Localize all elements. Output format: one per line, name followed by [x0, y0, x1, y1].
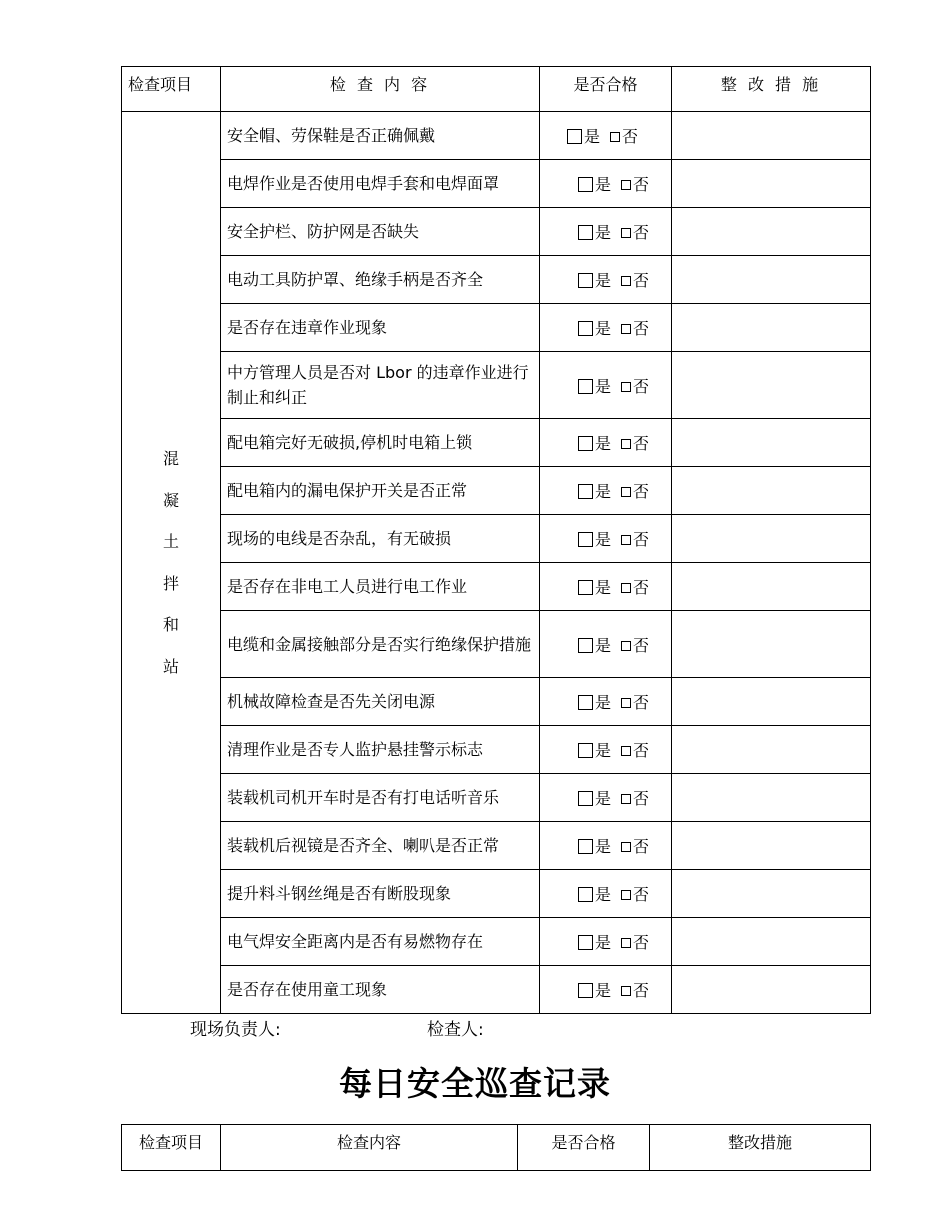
no-checkbox[interactable] [621, 794, 631, 804]
item-content: 电焊作业是否使用电焊手套和电焊面罩 [221, 160, 540, 208]
item-content: 配电箱内的漏电保护开关是否正常 [221, 467, 540, 515]
yes-checkbox[interactable] [578, 791, 593, 806]
pass-cell [540, 160, 672, 208]
fix-measure-cell[interactable] [672, 966, 871, 1014]
table-row [122, 515, 871, 563]
no-label: 否 [633, 635, 650, 655]
fix-measure-cell[interactable] [672, 918, 871, 966]
no-label: 否 [633, 885, 650, 904]
table-row [122, 678, 871, 726]
item-content: 装载机后视镜是否齐全、喇叭是否正常 [221, 822, 540, 870]
item-content: 提升料斗钢丝绳是否有断股现象 [221, 870, 540, 918]
no-checkbox[interactable] [621, 986, 631, 996]
no-label: 否 [633, 578, 650, 597]
yes-label: 是 [595, 376, 612, 396]
no-checkbox[interactable] [621, 228, 631, 238]
yes-checkbox[interactable] [578, 321, 593, 336]
table-row [122, 870, 871, 918]
item-content: 电气焊安全距离内是否有易燃物存在 [221, 918, 540, 966]
item-content: 安全护栏、防护网是否缺失 [221, 208, 540, 256]
fix-measure-cell[interactable] [672, 467, 871, 515]
table-row [122, 966, 871, 1014]
fix-measure-cell[interactable] [672, 352, 871, 419]
no-checkbox[interactable] [621, 842, 631, 852]
fix-measure-cell[interactable] [672, 515, 871, 563]
pass-cell [540, 918, 672, 966]
yes-checkbox[interactable] [578, 379, 593, 394]
no-checkbox[interactable] [621, 487, 631, 497]
item-content: 清理作业是否专人监护悬挂警示标志 [221, 726, 540, 774]
yes-checkbox[interactable] [578, 935, 593, 950]
yes-checkbox[interactable] [578, 887, 593, 902]
table-row [122, 563, 871, 611]
yes-checkbox[interactable] [578, 273, 593, 288]
no-checkbox[interactable] [621, 746, 631, 756]
yes-label: 是 [595, 482, 612, 501]
item-content: 安全帽、劳保鞋是否正确佩戴 [221, 112, 540, 160]
item-content: 是否存在使用童工现象 [221, 966, 540, 1014]
fix-measure-cell[interactable] [672, 563, 871, 611]
yes-checkbox[interactable] [578, 436, 593, 451]
yes-label: 是 [595, 434, 612, 453]
yes-label: 是 [595, 530, 612, 549]
fix-measure-cell[interactable] [672, 678, 871, 726]
category-char: 拌 [162, 573, 179, 593]
no-label: 否 [633, 530, 650, 549]
pass-cell [540, 822, 672, 870]
site-manager-label: 现场负责人: [190, 1020, 281, 1040]
no-checkbox[interactable] [621, 324, 631, 334]
header-pass: 是否合格 [518, 1125, 650, 1171]
category-char: 站 [162, 656, 179, 676]
no-label: 否 [633, 789, 650, 808]
no-label: 否 [633, 319, 650, 338]
pass-cell [540, 966, 672, 1014]
yes-checkbox[interactable] [578, 983, 593, 998]
yes-checkbox[interactable] [578, 839, 593, 854]
yes-label: 是 [595, 635, 612, 655]
item-content: 电动工具防护罩、绝缘手柄是否齐全 [221, 256, 540, 304]
no-checkbox[interactable] [621, 641, 631, 651]
no-label: 否 [633, 933, 650, 952]
table-row [122, 467, 871, 515]
pass-cell [540, 726, 672, 774]
pass-cell [540, 611, 672, 678]
yes-label: 是 [595, 933, 612, 952]
yes-label: 是 [595, 741, 612, 760]
yes-label: 是 [595, 319, 612, 338]
table-row [122, 726, 871, 774]
no-checkbox[interactable] [621, 180, 631, 190]
no-label: 否 [633, 175, 650, 194]
fix-measure-cell[interactable] [672, 822, 871, 870]
item-content: 是否存在违章作业现象 [221, 304, 540, 352]
fix-measure-cell[interactable] [672, 304, 871, 352]
pass-cell [540, 304, 672, 352]
no-checkbox[interactable] [621, 276, 631, 286]
yes-label: 是 [595, 175, 612, 194]
fix-measure-cell[interactable] [672, 112, 871, 160]
yes-label: 是 [595, 578, 612, 597]
table-row [122, 611, 871, 678]
inspector-label: 检查人: [427, 1020, 484, 1040]
no-checkbox[interactable] [621, 938, 631, 948]
yes-label: 是 [595, 981, 612, 1000]
yes-checkbox[interactable] [578, 695, 593, 710]
pass-cell [540, 515, 672, 563]
inspection-table-2 [121, 1124, 871, 1171]
yes-checkbox[interactable] [578, 225, 593, 240]
no-checkbox[interactable] [610, 132, 620, 142]
document-title: 每日安全巡查记录 [339, 1064, 611, 1103]
table-row [122, 419, 871, 467]
yes-label: 是 [595, 693, 612, 712]
pass-cell [540, 256, 672, 304]
no-checkbox[interactable] [621, 698, 631, 708]
pass-cell [540, 870, 672, 918]
no-label: 否 [633, 837, 650, 856]
pass-cell [540, 774, 672, 822]
yes-label: 是 [595, 837, 612, 856]
item-content: 配电箱完好无破损,停机时电箱上锁 [221, 419, 540, 467]
header-item: 检查项目 [122, 67, 221, 112]
yes-checkbox[interactable] [578, 580, 593, 595]
fix-measure-cell[interactable] [672, 774, 871, 822]
fix-measure-cell[interactable] [672, 726, 871, 774]
yes-label: 是 [595, 223, 612, 242]
no-label: 否 [633, 434, 650, 453]
fix-measure-cell[interactable] [672, 611, 871, 678]
pass-cell [540, 208, 672, 256]
pass-cell [540, 419, 672, 467]
item-content: 电缆和金属接触部分是否实行绝缘保护措施 [221, 611, 540, 678]
table-row [122, 918, 871, 966]
pass-cell [540, 678, 672, 726]
category-char: 混 [162, 449, 179, 468]
no-label: 否 [633, 741, 650, 760]
pass-cell [540, 467, 672, 515]
no-label: 否 [633, 376, 650, 396]
yes-checkbox[interactable] [567, 129, 582, 144]
fix-measure-cell[interactable] [672, 160, 871, 208]
category-char: 土 [162, 532, 179, 551]
pass-cell [540, 112, 672, 160]
no-label: 否 [633, 981, 650, 1000]
category-char: 和 [162, 615, 179, 634]
table-row [122, 112, 871, 160]
table-row [122, 304, 871, 352]
header-content: 检查内容 [221, 1125, 518, 1171]
header-fix: 整 改 措 施 [672, 67, 871, 112]
table-row [122, 256, 871, 304]
yes-checkbox[interactable] [578, 532, 593, 547]
yes-checkbox[interactable] [578, 484, 593, 499]
inspection-table [121, 66, 871, 1014]
table-header-row [122, 67, 871, 112]
no-checkbox[interactable] [621, 890, 631, 900]
no-label: 否 [633, 693, 650, 712]
category-cell [122, 112, 221, 1014]
no-label: 否 [633, 271, 650, 290]
header-fix: 整改措施 [650, 1125, 871, 1171]
fix-measure-cell[interactable] [672, 208, 871, 256]
table-header-row [122, 1125, 871, 1171]
no-checkbox[interactable] [621, 382, 631, 392]
category-char: 凝 [162, 490, 179, 510]
item-content: 是否存在非电工人员进行电工作业 [221, 563, 540, 611]
yes-label: 是 [584, 127, 601, 146]
table-row [122, 160, 871, 208]
header-item: 检查项目 [122, 1125, 221, 1171]
yes-checkbox[interactable] [578, 638, 593, 653]
yes-label: 是 [595, 271, 612, 290]
item-content: 装载机司机开车时是否有打电话听音乐 [221, 774, 540, 822]
fix-measure-cell[interactable] [672, 256, 871, 304]
yes-checkbox[interactable] [578, 743, 593, 758]
fix-measure-cell[interactable] [672, 870, 871, 918]
table-row [122, 822, 871, 870]
fix-measure-cell[interactable] [672, 419, 871, 467]
no-label: 否 [633, 482, 650, 501]
no-checkbox[interactable] [621, 535, 631, 545]
pass-cell [540, 563, 672, 611]
no-label: 否 [622, 127, 639, 146]
header-pass: 是否合格 [540, 67, 672, 112]
yes-label: 是 [595, 789, 612, 808]
no-checkbox[interactable] [621, 583, 631, 593]
no-label: 否 [633, 223, 650, 242]
item-content: 现场的电线是否杂乱，有无破损 [221, 515, 540, 563]
pass-cell [540, 352, 672, 419]
yes-label: 是 [595, 885, 612, 904]
yes-checkbox[interactable] [578, 177, 593, 192]
item-content: 机械故障检查是否先关闭电源 [221, 678, 540, 726]
table-row [122, 208, 871, 256]
table-row [122, 352, 871, 419]
no-checkbox[interactable] [621, 439, 631, 449]
header-content: 检 查 内 容 [221, 67, 540, 112]
table-row [122, 774, 871, 822]
item-content: 中方管理人员是否对 Lbor 的违章作业进行制止和纠正 [221, 352, 540, 419]
